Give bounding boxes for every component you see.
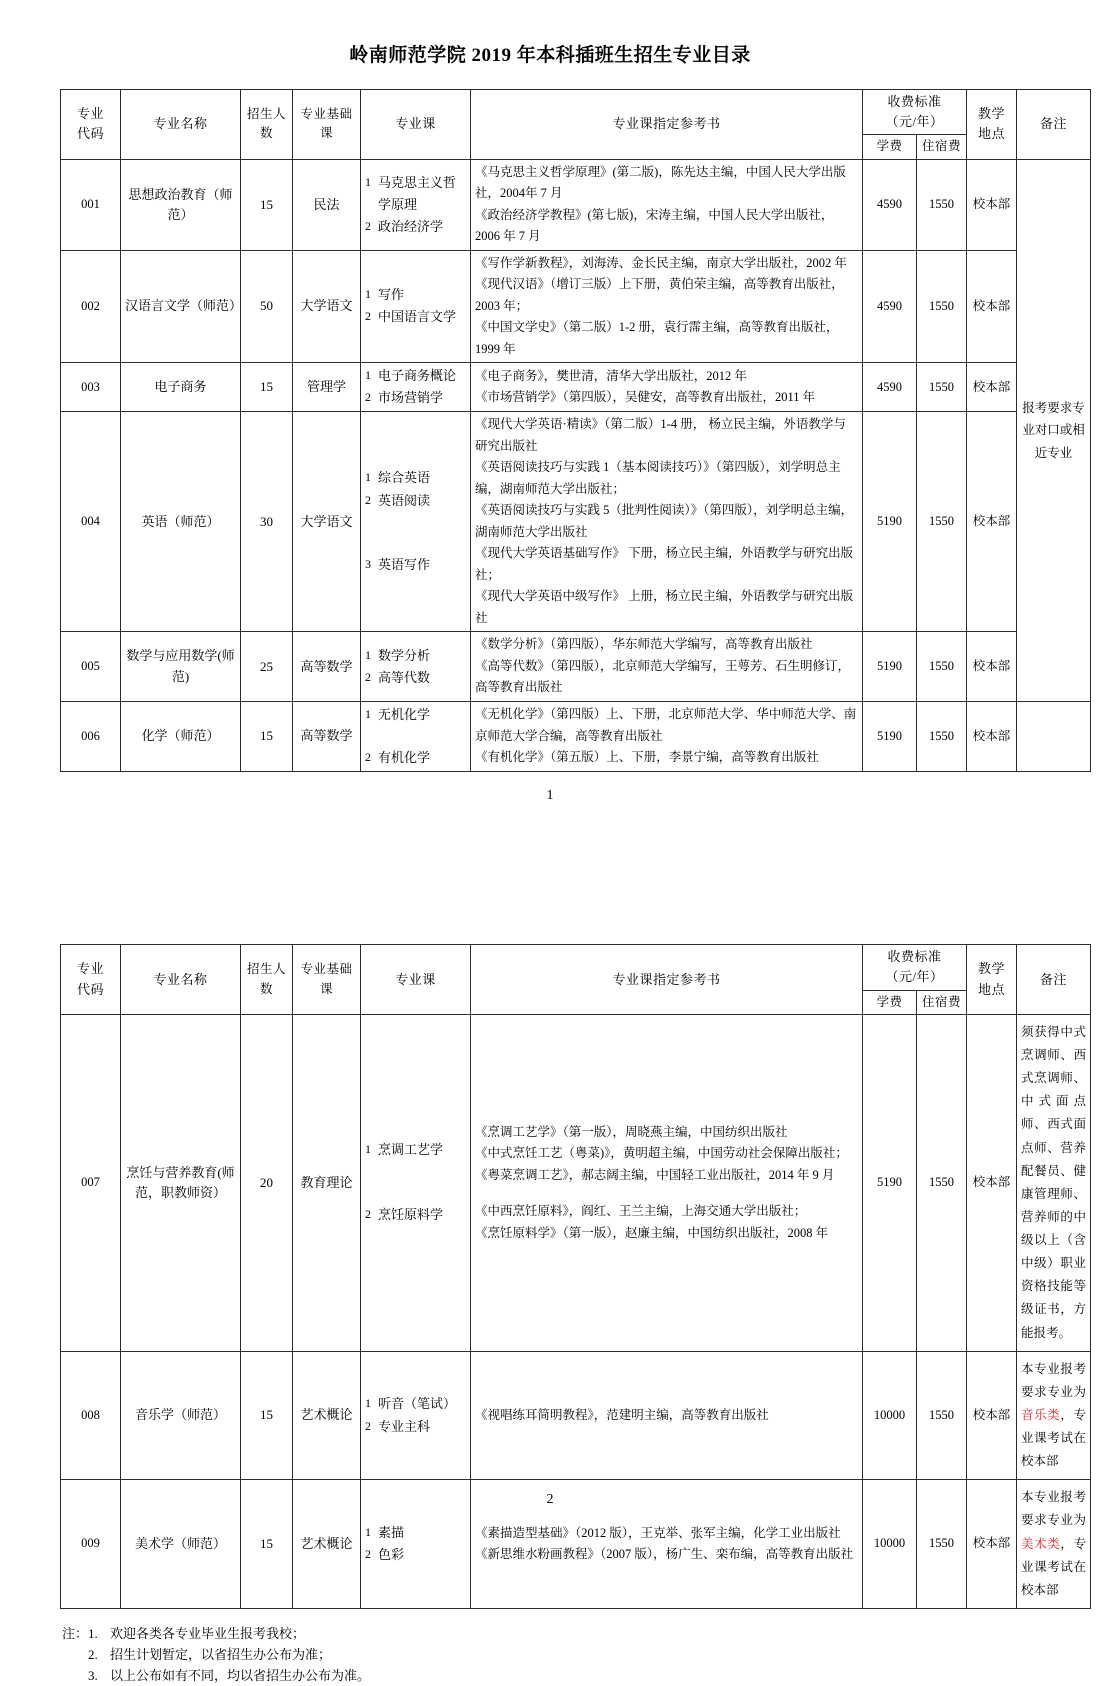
remark-suffix: ，专业课考试在校本部 — [1021, 1407, 1086, 1469]
cell-dorm-fee: 1550 — [917, 159, 967, 250]
table-body-page2 — [61, 1014, 1091, 1608]
major-course-index: 2 — [365, 1418, 371, 1433]
major-course-text: 色彩 — [378, 1547, 405, 1563]
cell-teaching-location: 校本部 — [967, 1480, 1017, 1609]
book-entry: 《现代大学英语中级写作》 上册，杨立民主编，外语教学与研究出版社 — [475, 589, 854, 625]
cell-tuition: 4590 — [863, 159, 917, 250]
major-course-index: 3 — [365, 557, 371, 572]
table-row — [61, 701, 1091, 771]
cell-tuition: 10000 — [863, 1351, 917, 1480]
header-location-line2: 地点 — [977, 981, 1005, 997]
cell-reference-books — [471, 632, 863, 702]
major-course-index: 2 — [365, 669, 371, 684]
cell-tuition: 10000 — [863, 1480, 917, 1609]
footnote-index: 2. — [88, 1646, 98, 1662]
cell-major-name: 英语（师范） — [121, 412, 241, 632]
book-entry: 《市场营销学》（第四版），吴健安，高等教育出版社，2011 年 — [475, 390, 816, 405]
major-course-text: 听音（笔试） — [378, 1396, 457, 1412]
header-enroll-count: 招生人数 — [241, 90, 293, 160]
cell-enroll-count: 25 — [241, 632, 293, 702]
book-entry: 《英语阅读技巧与实践 1（基本阅读技巧）》（第四版），刘学明总主编，湖南师范大学出版社； — [475, 460, 841, 496]
cell-major-code: 007 — [61, 1014, 121, 1351]
table-row — [61, 1014, 1091, 1351]
footnote-text: 欢迎各类各专业毕业生报考我校； — [110, 1625, 306, 1641]
header-location-line1: 教学 — [977, 961, 1005, 977]
cell-dorm-fee: 1550 — [917, 1480, 967, 1609]
spacer — [365, 512, 466, 533]
header-major-name: 专业名称 — [121, 945, 241, 1015]
major-course-text: 数学分析 — [378, 647, 431, 663]
cell-reference-books — [471, 250, 863, 363]
footnote-lead-spacer — [62, 1644, 88, 1665]
cell-major-name: 化学（师范） — [121, 701, 241, 771]
book-entry: 《粤菜烹调工艺》，郝志阔主编，中国轻工业出版社，2014 年 9 月 — [475, 1167, 835, 1182]
cell-major-code: 008 — [61, 1351, 121, 1480]
major-course-text: 马克思主义哲学原理 — [378, 174, 457, 212]
header-major-course: 专业课 — [361, 90, 471, 160]
page-number-2: 2 — [546, 1492, 554, 1507]
major-course-text: 无机化学 — [378, 706, 431, 722]
book-entry: 《政治经济学教程》(第七版)，宋涛主编，中国人民大学出版社，2006 年 7 月 — [475, 207, 834, 244]
major-course-text: 综合英语 — [378, 470, 431, 486]
major-course-index: 1 — [365, 1525, 371, 1540]
cell-enroll-count: 15 — [241, 1351, 293, 1480]
header-major-code-line2: 代码 — [76, 126, 104, 142]
cell-dorm-fee: 1550 — [917, 1351, 967, 1480]
cell-major-name: 音乐学（师范） — [121, 1351, 241, 1480]
page-title: 岭南师范学院 2019 年本科插班生招生专业目录 — [349, 45, 751, 66]
header-teaching-location — [967, 945, 1017, 1015]
major-course-text: 电子商务概论 — [378, 368, 457, 384]
cell-enroll-count: 15 — [241, 159, 293, 250]
remark-highlight: 音乐类 — [1021, 1407, 1061, 1422]
major-course-text: 有机化学 — [378, 750, 431, 766]
book-entry: 《无机化学》（第四版）上、下册，北京师范大学、华中师范大学、南京师范大学合编，高等教育出版社 — [475, 707, 857, 743]
cell-major-courses — [361, 412, 471, 632]
book-entry: 《英语阅读技巧与实践 5（批判性阅读）》（第四版），刘学明总主编，湖南师范大学出版社 — [475, 503, 854, 539]
cell-enroll-count: 30 — [241, 412, 293, 632]
major-course-text: 高等代数 — [378, 669, 431, 685]
header-remark: 备注 — [1017, 945, 1091, 1015]
page-number-1: 1 — [546, 788, 554, 804]
cell-major-name: 烹饪与营养教育(师范，职教师资） — [121, 1014, 241, 1351]
header-location-line2: 地点 — [977, 126, 1005, 142]
cell-major-code: 003 — [61, 363, 121, 412]
cell-reference-books — [471, 159, 863, 250]
table-header-page2 — [61, 945, 1091, 1015]
major-course-text: 写作 — [378, 287, 405, 303]
footnote-text: 招生计划暂定，以省招生办公布为准； — [110, 1646, 332, 1662]
header-major-code-line1: 专业 — [76, 106, 104, 122]
footnote-item — [62, 1644, 1100, 1665]
cell-base-course: 大学语文 — [293, 250, 361, 363]
header-fee-group-line1: 收费标准 — [887, 94, 942, 109]
major-course-index: 1 — [365, 470, 371, 485]
cell-tuition: 5190 — [863, 412, 917, 632]
cell-teaching-location: 校本部 — [967, 250, 1017, 363]
header-enroll-count: 招生人数 — [241, 945, 293, 1015]
cell-major-code: 002 — [61, 250, 121, 363]
majors-table-page2 — [60, 944, 1091, 1609]
cell-reference-books — [471, 1351, 863, 1480]
major-course-text: 素描 — [378, 1525, 405, 1541]
header-major-course: 专业课 — [361, 945, 471, 1015]
header-tuition: 学费 — [863, 990, 917, 1014]
cell-tuition: 5190 — [863, 632, 917, 702]
cell-base-course: 高等数学 — [293, 632, 361, 702]
book-entry: 《中国文学史》（第二版）1-2 册，袁行霈主编，高等教育出版社，1999 年 — [475, 320, 839, 356]
cell-teaching-location: 校本部 — [967, 632, 1017, 702]
book-entry: 《新思维水粉画教程》（2007 版），杨广生、栾布编，高等教育出版社 — [475, 1547, 854, 1562]
cell-dorm-fee: 1550 — [917, 701, 967, 771]
cell-major-code: 001 — [61, 159, 121, 250]
book-entry: 《写作学新教程》，刘海涛、金长民主编，南京大学出版社，2002 年 — [475, 255, 847, 270]
book-entry: 《烹调工艺学》（第一版），周晓燕主编，中国纺织出版社 — [475, 1124, 788, 1139]
header-major-code-line2: 代码 — [76, 981, 104, 997]
cell-major-code: 009 — [61, 1480, 121, 1609]
table-row — [61, 412, 1091, 632]
major-course-text: 专业主科 — [378, 1418, 431, 1434]
major-course-index: 1 — [365, 1142, 371, 1157]
remark-highlight: 美术类 — [1021, 1536, 1061, 1551]
cell-major-name: 思想政治教育（师范） — [121, 159, 241, 250]
spacer — [365, 1183, 466, 1204]
cell-enroll-count: 15 — [241, 701, 293, 771]
major-course-text: 中国语言文学 — [378, 309, 457, 325]
cell-major-courses — [361, 1014, 471, 1351]
cell-enroll-count: 15 — [241, 363, 293, 412]
major-course-index: 2 — [365, 1547, 371, 1562]
footnote-text: 以上公布如有不同，均以省招生办公布为准。 — [110, 1668, 371, 1684]
cell-tuition: 5190 — [863, 1014, 917, 1351]
cell-reference-books — [471, 363, 863, 412]
book-entry: 《中西烹饪原料》，阎红、王兰主编，上海交通大学出版社； — [475, 1204, 807, 1219]
cell-base-course: 艺术概论 — [293, 1351, 361, 1480]
cell-reference-books — [471, 412, 863, 632]
header-fee-group — [863, 90, 967, 135]
major-course-index: 1 — [365, 368, 371, 383]
major-course-index: 1 — [365, 647, 371, 662]
cell-enroll-count: 50 — [241, 250, 293, 363]
table-body-page1 — [61, 159, 1091, 772]
cell-major-courses — [361, 159, 471, 250]
table-row — [61, 250, 1091, 363]
cell-major-name: 电子商务 — [121, 363, 241, 412]
footnote-lead-spacer — [62, 1665, 88, 1686]
major-course-index: 2 — [365, 1207, 371, 1222]
major-course-text: 市场营销学 — [378, 390, 444, 406]
remark-suffix: ，专业课考试在校本部 — [1021, 1536, 1086, 1597]
major-course-index: 1 — [365, 174, 371, 189]
book-entry: 《素描造型基础》（2012 版），王克举、张军主编，化学工业出版社 — [475, 1525, 841, 1540]
cell-base-course: 艺术概论 — [293, 1480, 361, 1609]
major-course-index: 1 — [365, 287, 371, 302]
book-entry: 《烹饪原料学》（第一版），赵廉主编，中国纺织出版社，2008 年 — [475, 1225, 829, 1240]
book-entry: 《现代汉语》（增订三版）上下册，黄伯荣主编，高等教育出版社，2003 年； — [475, 277, 844, 313]
header-fee-group-line1: 收费标准 — [887, 949, 942, 965]
major-course-index: 1 — [365, 1396, 371, 1411]
table-row — [61, 1351, 1091, 1480]
book-entry: 《现代大学英语基础写作》 下册，杨立民主编，外语教学与研究出版社； — [475, 546, 854, 582]
cell-base-course: 管理学 — [293, 363, 361, 412]
header-major-code — [61, 90, 121, 160]
cell-major-name: 汉语言文学（师范） — [121, 250, 241, 363]
major-course-index: 2 — [365, 390, 371, 405]
header-location-line1: 教学 — [977, 106, 1005, 122]
header-major-code — [61, 945, 121, 1015]
cell-base-course: 民法 — [293, 159, 361, 250]
cell-major-courses — [361, 363, 471, 412]
header-fee-group — [863, 945, 967, 990]
header-base-course: 专业基础课 — [293, 945, 361, 1015]
major-course-index: 2 — [365, 309, 371, 324]
cell-tuition: 5190 — [863, 701, 917, 771]
book-entry: 《现代大学英语·精读》（第二版）1-4 册， 杨立民主编，外语教学与研究出版社 — [475, 417, 846, 453]
cell-remark: 须获得中式烹调师、西式烹调师、中式面点师、西式面点师、营养配餐员、健康管理师、营养师的中级以上（含中级）职业资格技能等级证书，方能报考。 — [1017, 1014, 1091, 1351]
cell-remark — [1017, 701, 1091, 771]
page2-table-wrapper — [0, 944, 1100, 1609]
major-course-index: 1 — [365, 706, 371, 721]
major-course-text: 烹饪原料学 — [378, 1207, 444, 1223]
footnotes — [0, 1609, 1100, 1686]
header-teaching-location — [967, 90, 1017, 160]
spacer — [365, 1162, 466, 1183]
header-major-name: 专业名称 — [121, 90, 241, 160]
book-entry: 《马克思主义哲学原理》(第二版)，陈先达主编，中国人民大学出版社，2004年 7 月 — [475, 164, 846, 201]
page1-table-wrapper — [0, 89, 1100, 772]
spacer — [365, 726, 466, 747]
header-reference-books: 专业课指定参考书 — [471, 90, 863, 160]
major-course-text: 英语阅读 — [378, 492, 431, 508]
cell-tuition: 4590 — [863, 363, 917, 412]
cell-base-course: 教育理论 — [293, 1014, 361, 1351]
cell-teaching-location: 校本部 — [967, 363, 1017, 412]
cell-remark — [1017, 1351, 1091, 1480]
header-tuition: 学费 — [863, 135, 917, 159]
footnote-index: 1. — [88, 1625, 98, 1641]
footnote-index: 3. — [88, 1668, 98, 1684]
cell-major-name: 美术学（师范） — [121, 1480, 241, 1609]
major-course-text: 英语写作 — [378, 557, 431, 573]
page-1 — [0, 0, 1100, 804]
major-course-index: 2 — [365, 492, 371, 507]
cell-major-code: 005 — [61, 632, 121, 702]
cell-major-name: 数学与应用数学(师范) — [121, 632, 241, 702]
cell-enroll-count: 15 — [241, 1480, 293, 1609]
header-fee-group-line2: （元/年） — [885, 969, 944, 985]
cell-tuition: 4590 — [863, 250, 917, 363]
book-entry: 《数学分析》（第四版），华东师范大学编写，高等教育出版社 — [475, 637, 813, 652]
header-dorm-fee: 住宿费 — [917, 990, 967, 1014]
remark-prefix: 本专业报考要求专业为 — [1021, 1490, 1086, 1528]
book-entry: 《高等代数》（第四版），北京师范大学编写，王萼芳、石生明修订，高等教育出版社 — [475, 658, 851, 695]
header-fee-group-line2: （元/年） — [885, 114, 944, 130]
remark-prefix: 本专业报考要求专业为 — [1021, 1361, 1086, 1399]
cell-major-code: 006 — [61, 701, 121, 771]
table-row — [61, 632, 1091, 702]
header-reference-books: 专业课指定参考书 — [471, 945, 863, 1015]
cell-major-courses — [361, 632, 471, 702]
major-course-index: 2 — [365, 218, 371, 233]
page-2 — [0, 804, 1100, 1686]
cell-teaching-location: 校本部 — [967, 1014, 1017, 1351]
book-entry: 《视唱练耳简明教程》，范建明主编，高等教育出版社 — [475, 1407, 769, 1422]
cell-teaching-location: 校本部 — [967, 412, 1017, 632]
book-entry: 《中式烹饪工艺（粤菜)》，黄明超主编，中国劳动社会保障出版社； — [475, 1146, 848, 1161]
book-entry: 《电子商务》，樊世清，清华大学出版社，2012 年 — [475, 368, 747, 383]
cell-teaching-location: 校本部 — [967, 701, 1017, 771]
cell-teaching-location: 校本部 — [967, 1351, 1017, 1480]
major-course-index: 2 — [365, 750, 371, 765]
footnote-item — [62, 1623, 1100, 1644]
header-dorm-fee: 住宿费 — [917, 135, 967, 159]
spacer — [475, 1186, 858, 1201]
cell-base-course: 高等数学 — [293, 701, 361, 771]
major-course-text: 政治经济学 — [378, 218, 444, 234]
cell-major-courses — [361, 1351, 471, 1480]
header-major-code-line1: 专业 — [76, 961, 104, 977]
cell-base-course: 大学语文 — [293, 412, 361, 632]
majors-table-page1 — [60, 89, 1091, 772]
spacer — [365, 533, 466, 554]
table-row — [61, 363, 1091, 412]
cell-dorm-fee: 1550 — [917, 1014, 967, 1351]
table-header-page1 — [61, 90, 1091, 160]
header-remark: 备注 — [1017, 90, 1091, 160]
cell-dorm-fee: 1550 — [917, 250, 967, 363]
cell-major-code: 004 — [61, 412, 121, 632]
cell-dorm-fee: 1550 — [917, 632, 967, 702]
cell-dorm-fee: 1550 — [917, 363, 967, 412]
header-base-course: 专业基础课 — [293, 90, 361, 160]
cell-reference-books — [471, 701, 863, 771]
cell-dorm-fee: 1550 — [917, 412, 967, 632]
cell-teaching-location: 校本部 — [967, 159, 1017, 250]
cell-major-courses — [361, 250, 471, 363]
book-entry: 《有机化学》（第五版）上、下册，李景宁编，高等教育出版社 — [475, 750, 819, 765]
cell-major-courses — [361, 701, 471, 771]
footnote-item — [62, 1665, 1100, 1686]
cell-enroll-count: 20 — [241, 1014, 293, 1351]
cell-shared-remark: 报考要求专业对口或相近专业 — [1017, 159, 1091, 701]
cell-reference-books — [471, 1014, 863, 1351]
major-course-text: 烹调工艺学 — [378, 1142, 444, 1158]
table-row — [61, 159, 1091, 250]
footnote-lead: 注： — [62, 1625, 89, 1641]
